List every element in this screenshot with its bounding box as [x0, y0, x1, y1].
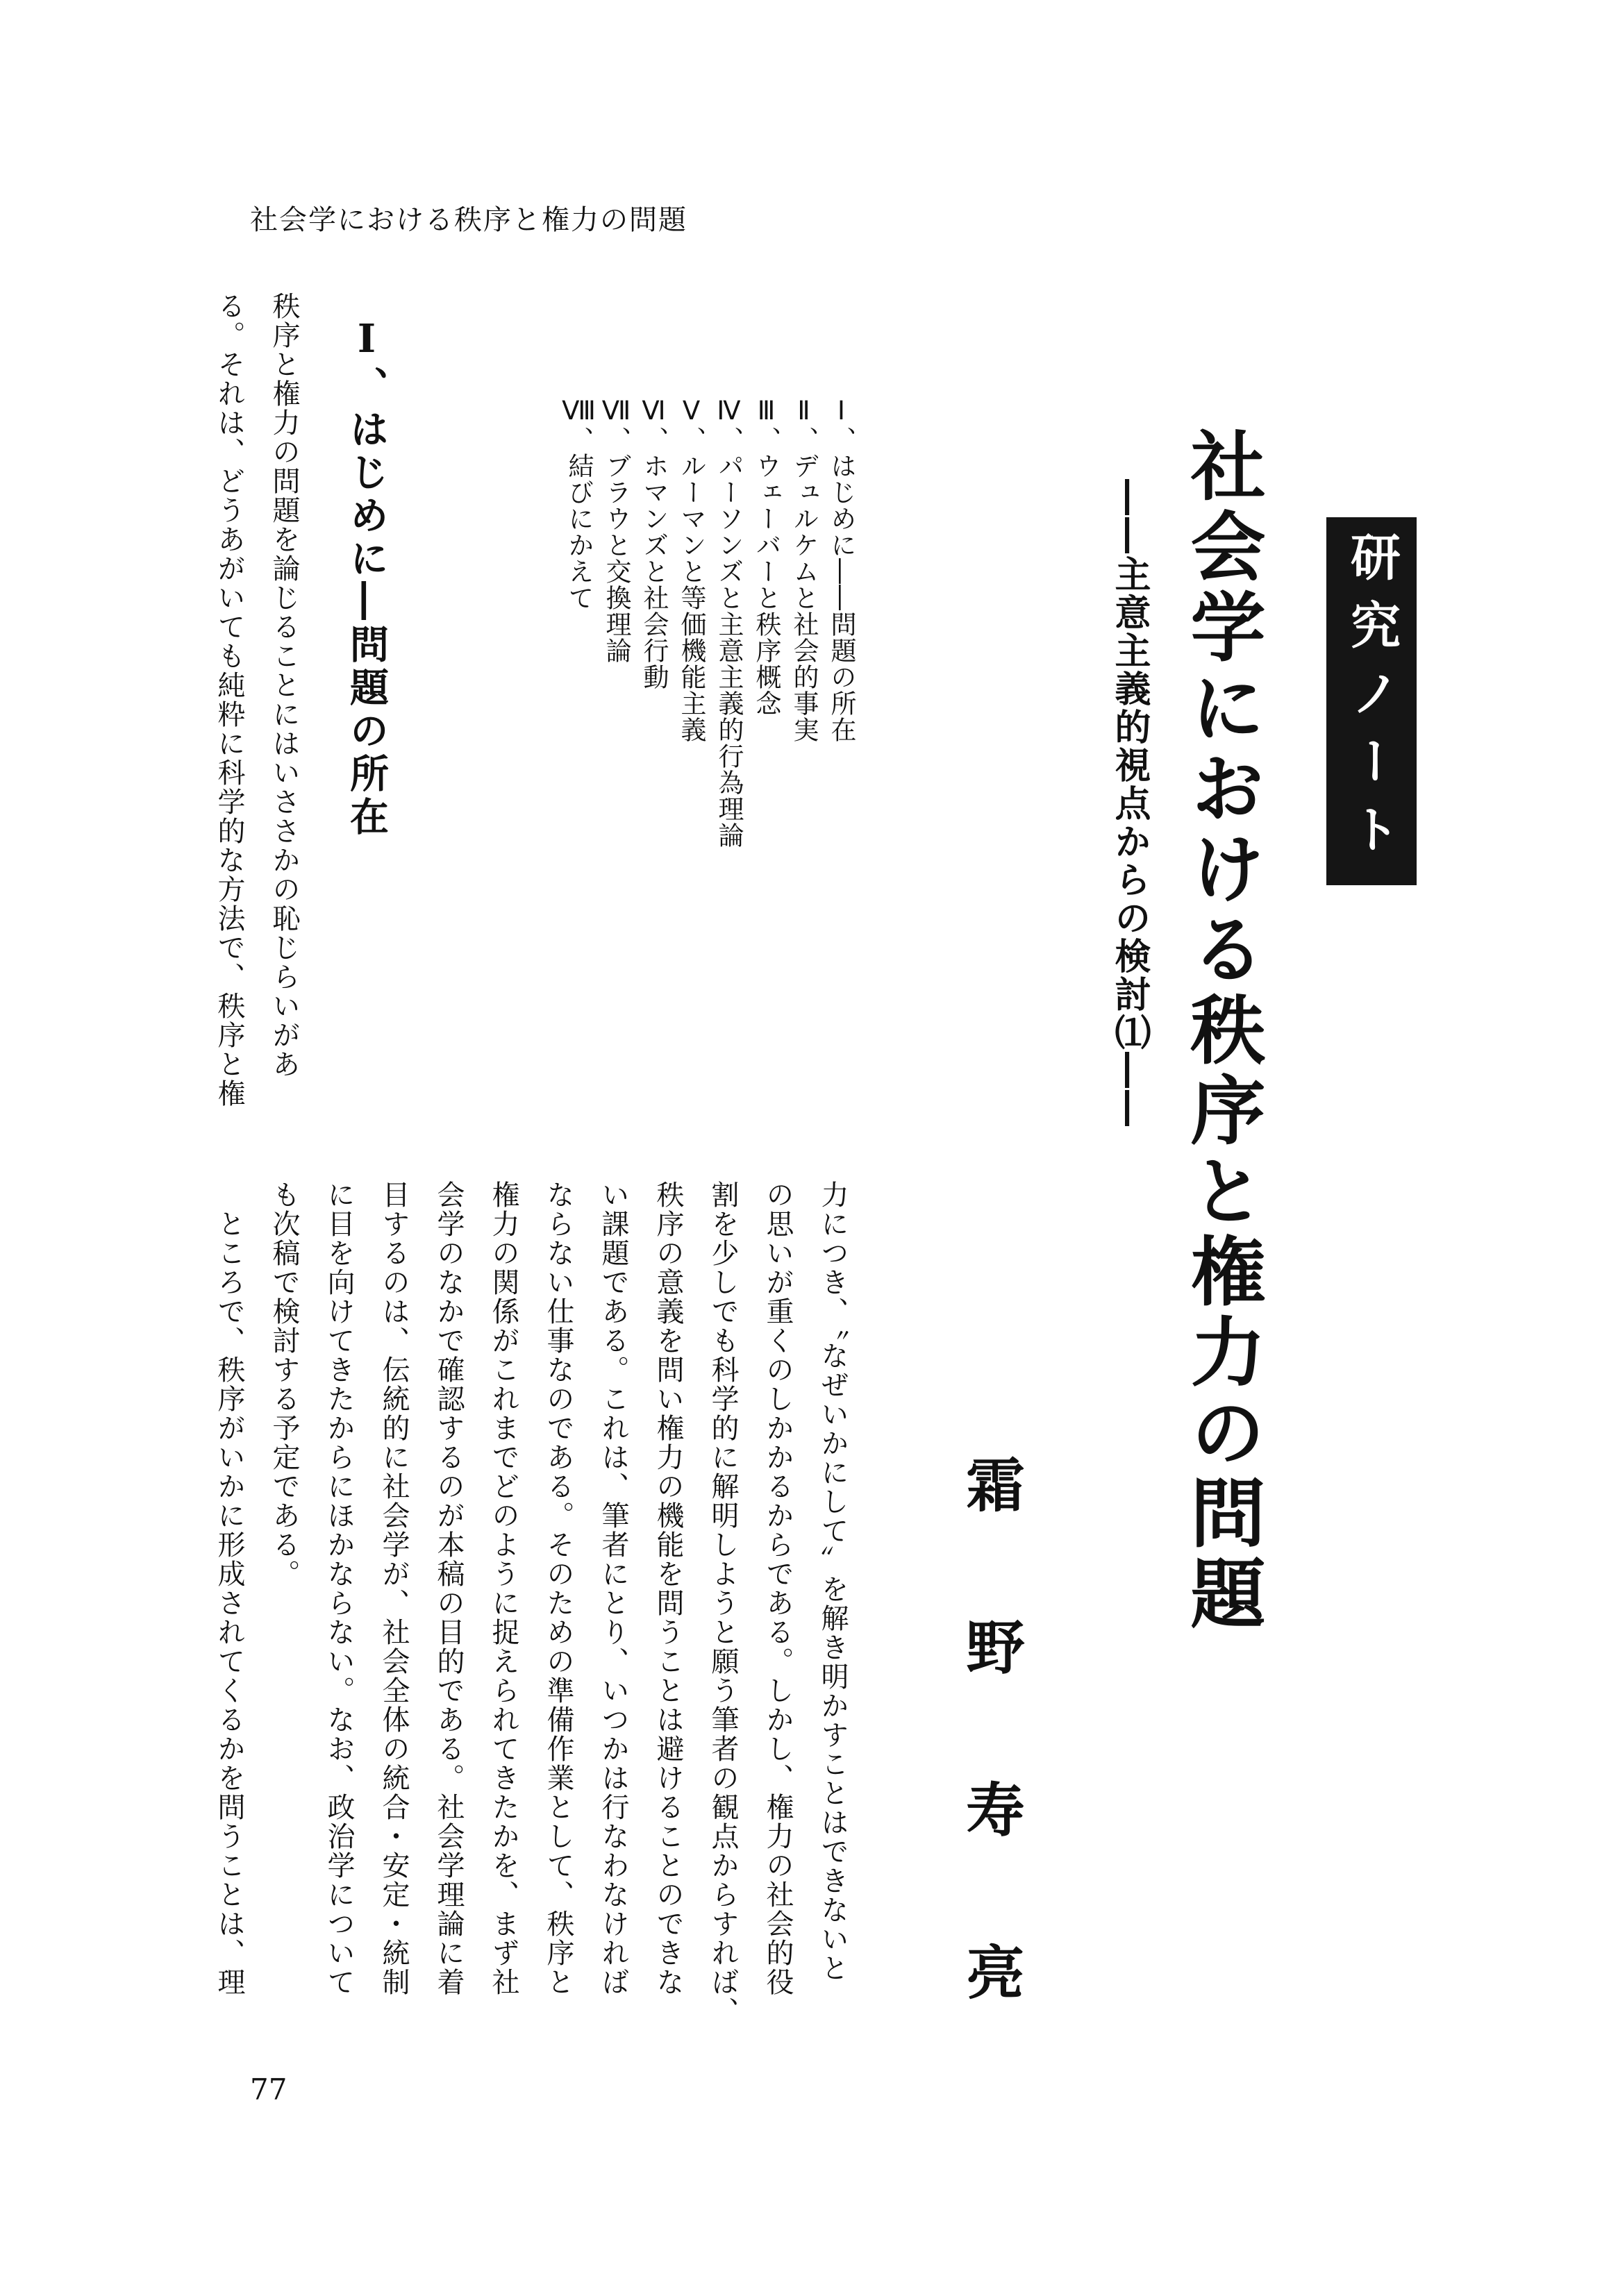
table-of-contents	[566, 396, 854, 848]
contents-item: Ⅳ、パーソンズと主意主義的行為理論	[714, 396, 744, 848]
article-title: 社会学における秩序と権力の問題	[1178, 427, 1265, 1635]
section-heading: Ⅰ、はじめに―問題の所在	[344, 316, 390, 839]
contents-item: Ⅴ、ルーマンと等価機能主義	[676, 396, 706, 743]
contents-item: Ⅱ、デュルケムと社会的事実	[789, 396, 819, 743]
contents-item: Ⅰ、はじめに――問題の所在	[826, 396, 856, 743]
contents-item: Ⅷ、結びにかえて	[564, 396, 594, 611]
contents-item: Ⅶ、ブラウと交換理論	[601, 396, 631, 664]
badge-label: 研究ノート	[1342, 531, 1401, 871]
contents-item: Ⅲ、ウェーバーと秩序概念	[751, 396, 781, 717]
author-name: 霜野寿亮	[957, 1455, 1026, 2104]
page-number: 77	[250, 2072, 287, 2106]
body-text-upper: 秩序と権力の問題を論じることにはいささかの恥じらいがあ る。それは、どうあがいても純粋に科学的な方法で、秩序と権	[213, 292, 300, 1108]
running-head: 社会学における秩序と権力の問題	[250, 204, 687, 236]
contents-item: Ⅵ、ホマンズと社会行動	[639, 396, 669, 690]
body-text-lower: 力につき、〝なぜいかにして〟を解き明かすことはできないと の思いが重くのしかかるからである。しかし、権力の社会的役 割を少しでも科学的に解明しようと願う筆者の観点からすれば、 秩序の意義を問い権力の機能を問うことは避けることのできな い課題である。これは、筆者にとり、いつかは行なわなければ ならない仕事なのである。そのための準備作業として、秩序と 権力の関係がこれまでどのように捉えられてきたかを、まず社 会学のなかで確認するのが本稿の目的である。社会学理論に着 目するのは、伝統的に社会学が、社会全体の統合・安定・統制 に目を向けてきたからにほかならない。なお、政治学について も次稿で検討する予定である。 ところで、秩序がいかに形成されてくるかを問うことは、理	[213, 1180, 849, 2026]
article-subtitle: ――主意主義的視点からの検討⑴――	[1108, 479, 1151, 1128]
research-note-badge	[1326, 517, 1417, 885]
